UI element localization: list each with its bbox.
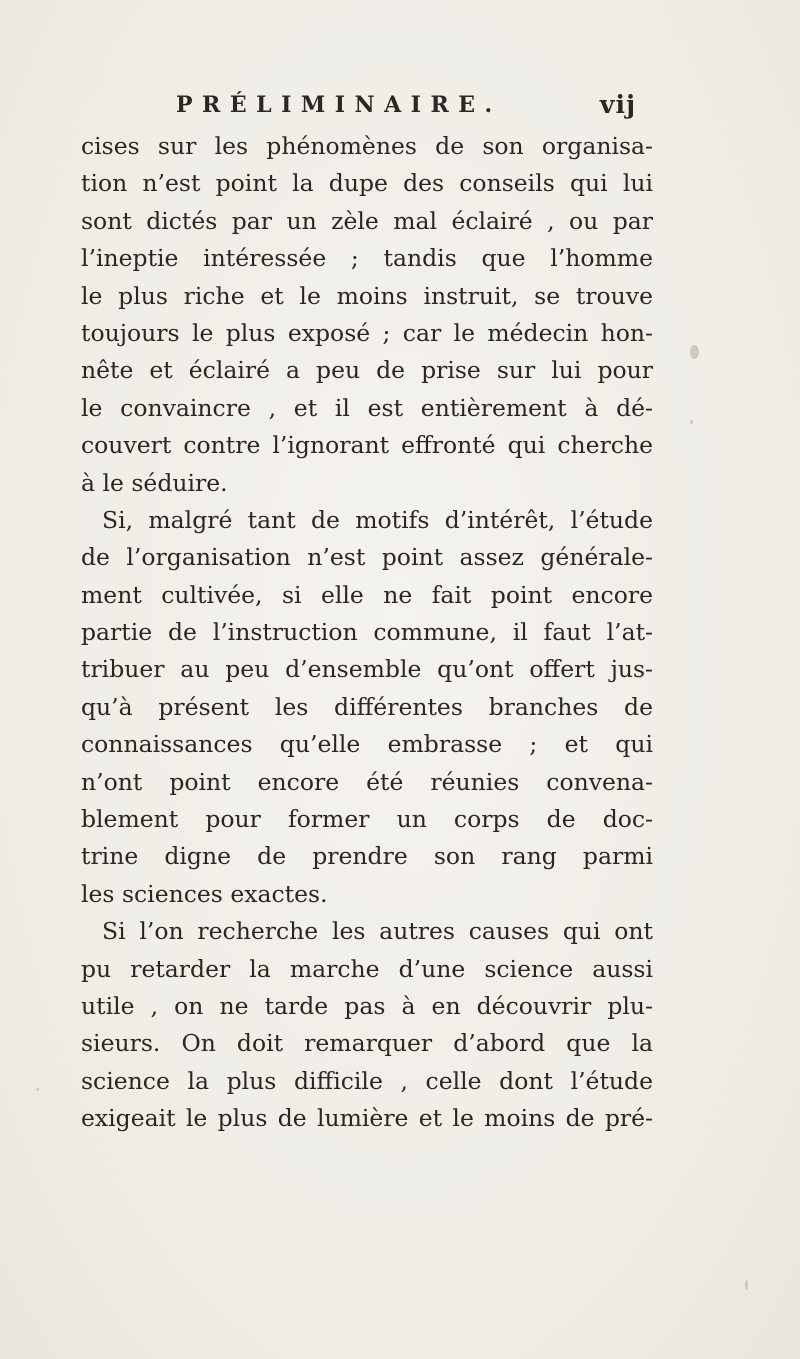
- text-line: le plus riche et le moins instruit, se trouve: [81, 281, 653, 310]
- text-line: sieurs. On doit remarquer d’abord que la: [81, 1029, 653, 1058]
- body-text: [81, 128, 653, 1138]
- text-line: tribuer au peu d’ensemble qu’ont offert jus-: [81, 655, 653, 684]
- text-line: pu retarder la marche d’une science aussi: [81, 954, 653, 983]
- text-line: les sciences exactes.: [81, 879, 328, 908]
- running-head: PRÉLIMINAIRE.: [176, 92, 502, 118]
- paper-speck: [745, 1280, 748, 1290]
- text-line: Si, malgré tant de motifs d’intérêt, l’étude: [102, 505, 653, 534]
- text-line: qu’à présent les différentes branches de: [81, 692, 653, 721]
- page-number: vij: [599, 90, 636, 119]
- text-line: trine digne de prendre son rang parmi: [81, 842, 653, 871]
- text-line: tion n’est point la dupe des conseils qui lui: [81, 169, 653, 198]
- text-line: blement pour former un corps de doc-: [81, 805, 653, 834]
- paper-speck: [690, 420, 693, 424]
- text-line: n’ont point encore été réunies convena-: [81, 767, 653, 796]
- text-line: partie de l’instruction commune, il faut l’at-: [81, 618, 653, 647]
- text-line: sont dictés par un zèle mal éclairé , ou par: [81, 206, 653, 235]
- text-line: cises sur les phénomènes de son organisa-: [81, 132, 653, 160]
- text-line: exigeait le plus de lumière et le moins de pré-: [81, 1104, 653, 1133]
- text-line: l’ineptie intéressée ; tandis que l’homme: [81, 244, 653, 273]
- text-line: à le séduire.: [81, 468, 228, 497]
- text-line: le convaincre , et il est entièrement à dé-: [81, 393, 653, 422]
- text-line: utile , on ne tarde pas à en découvrir plu-: [81, 991, 653, 1020]
- text-line: connaissances qu’elle embrasse ; et qui: [81, 730, 653, 759]
- text-line: couvert contre l’ignorant effronté qui cherche: [81, 431, 653, 460]
- text-line: toujours le plus exposé ; car le médecin hon-: [81, 318, 653, 347]
- paper-speck: [690, 345, 699, 359]
- text-line: Si l’on recherche les autres causes qui ont: [102, 917, 653, 946]
- page-header: [176, 86, 636, 126]
- text-line: ment cultivée, si elle ne fait point encore: [81, 580, 653, 609]
- paper-speck: [36, 1088, 39, 1091]
- text-line: nête et éclairé a peu de prise sur lui pour: [81, 356, 653, 385]
- text-line: de l’organisation n’est point assez générale-: [81, 543, 653, 572]
- text-line: science la plus difficile , celle dont l’étude: [81, 1066, 653, 1095]
